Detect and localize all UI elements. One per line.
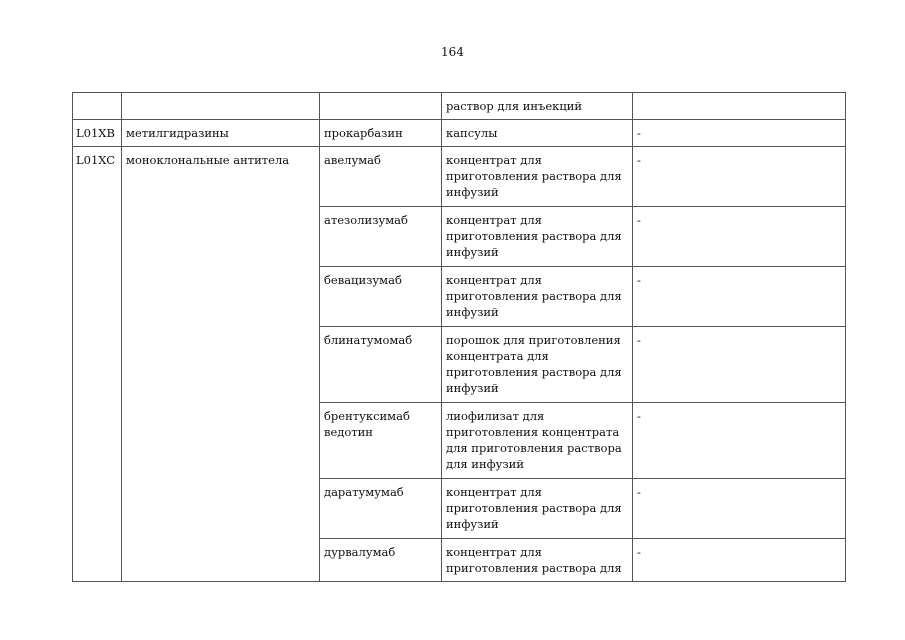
table-row bbox=[73, 93, 846, 120]
note-cell: - bbox=[633, 479, 846, 539]
dosage-form-cell: концентрат для приготовления раствора для инфузий bbox=[442, 267, 633, 327]
dosage-form-cell: капсулы bbox=[442, 120, 633, 147]
note-cell: - bbox=[633, 539, 846, 582]
group-cell: моноклональные антитела bbox=[122, 147, 320, 582]
drug-cell: блинатумомаб bbox=[320, 327, 442, 403]
drug-cell: даратумумаб bbox=[320, 479, 442, 539]
dosage-form-cell: лиофилизат для приготовления концентрата для приготовления раствора для инфузий bbox=[442, 403, 633, 479]
dosage-form-cell: концентрат для приготовления раствора для инфузий bbox=[442, 207, 633, 267]
group-cell: метилгидразины bbox=[122, 120, 320, 147]
dosage-form-cell: концентрат для приготовления раствора для инфузий bbox=[442, 147, 633, 207]
dosage-form-cell: раствор для инъекций bbox=[442, 93, 633, 120]
dosage-form-cell: порошок для приготовления концентрата для приготовления раствора для инфузий bbox=[442, 327, 633, 403]
note-cell: - bbox=[633, 403, 846, 479]
atc-code-cell: L01XC bbox=[73, 147, 122, 582]
drug-cell: прокарбазин bbox=[320, 120, 442, 147]
group-cell bbox=[122, 93, 320, 120]
page-number: 164 bbox=[441, 45, 464, 59]
note-cell bbox=[633, 93, 846, 120]
drug-cell: авелумаб bbox=[320, 147, 442, 207]
note-cell: - bbox=[633, 147, 846, 207]
atc-code-cell bbox=[73, 93, 122, 120]
note-cell: - bbox=[633, 207, 846, 267]
table-row bbox=[73, 147, 846, 207]
drug-cell: брентуксимаб ведотин bbox=[320, 403, 442, 479]
note-cell: - bbox=[633, 327, 846, 403]
atc-code-cell: L01XB bbox=[73, 120, 122, 147]
dosage-form-cell: концентрат для приготовления раствора для bbox=[442, 539, 633, 582]
note-cell: - bbox=[633, 267, 846, 327]
dosage-form-cell: концентрат для приготовления раствора для инфузий bbox=[442, 479, 633, 539]
drug-cell: дурвалумаб bbox=[320, 539, 442, 582]
drug-table bbox=[72, 92, 846, 582]
drug-cell bbox=[320, 93, 442, 120]
note-cell: - bbox=[633, 120, 846, 147]
drug-cell: атезолизумаб bbox=[320, 207, 442, 267]
table-row bbox=[73, 120, 846, 147]
drug-cell: бевацизумаб bbox=[320, 267, 442, 327]
